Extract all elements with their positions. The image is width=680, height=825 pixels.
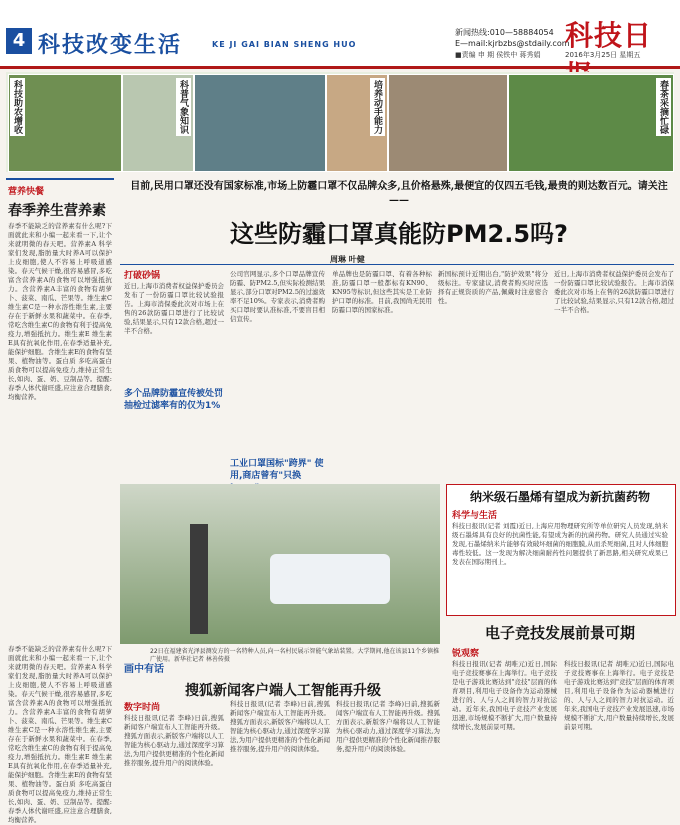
contact-info — [455, 27, 570, 49]
graphene-body: 科技日报讯(记者 刘霞)近日,上海应用物理研究所等单位研究人员发现,纳米级石墨烯具有良好的抗菌性能,有望成为新的抗菌药物。研究人员通过实验发现,石墨烯纳米片能够有效破坏细菌的细胞膜,从而杀死细菌,且对人体细胞毒性较低。这一发现为解决细菌耐药性问题提供了新思路,相关研究成果已发表在国际期刊上。 — [452, 522, 668, 566]
esports-tag: 锐观察 — [452, 649, 480, 659]
issue-date: 2016年3月25日 星期五 — [565, 51, 641, 59]
esports-headline: 电子竞技发展前景可期 — [484, 624, 635, 642]
lead-headline: 这些防霾口罩真能防PM2.5吗? — [230, 220, 568, 248]
pole-shape — [190, 524, 208, 634]
hotline: 新闻热线:010—58884054 — [455, 28, 554, 37]
picture-label: 画中有话 — [124, 664, 164, 675]
lead-col-1: 近日,上海市消费者权益保护委员会发布了一份防霾口罩比较试验报告。上海市消保委此次对市场上在售的26款防霾口罩进行了比较试验,结果显示,只有12款合格,超过一半不合格。 — [124, 282, 224, 335]
email: E—mail:kjrbzbs@stdaily.com — [455, 39, 570, 48]
left-body-continued: 春季不能缺乏的营养素有什么呢?下面就此来和小编一起来看一下,让个来就明微的春天吧。营养素A 科学家们发现,脂肪量大时养A可以保护上皮细胞,使人不容易上呼吸道感染。春天气候干燥,很容易感冒,多吃富含营养素A的食物可以增强抵抗力。含营养素A丰富的食物有胡萝卜、菠菜、南瓜、芒果等。维生素C 维生素C是一种水溶性维生素,主要存在于新鲜水果和蔬菜中。在春季,常吃含维生素C的食物有利于提高免疫力,增强抵抗力。维生素E 维生素E具有抗氧化作用,在春季适量补充,能保护细胞。含维生素E的食物有坚果、植物油等。蛋白质 多吃高蛋白质食物可以提高免疫力,维持正常生长,如肉、蛋、奶、豆制品等。提醒:春季人体代谢旺盛,应注意合理膳食,均衡营养。 — [8, 645, 112, 824]
weather-station-photo — [120, 484, 440, 644]
section-title: 科技改变生活 — [38, 32, 183, 58]
photo-label-1: 科技助农增收 — [10, 78, 25, 136]
photo-tea-market — [388, 74, 508, 172]
photo-strip — [6, 72, 674, 172]
sohu-body-1: 科技日报讯(记者 李峰)日前,搜狐新闻客户端宣布人工智能再升级。搜狐方面表示,新版客户端将以人工智能为核心驱动力,通过深度学习算法,为用户提供更精准的个性化新闻推荐服务,提升用户的阅读体验。 — [124, 714, 224, 767]
photo-classroom — [194, 74, 326, 172]
graphene-headline: 纳米级石墨烯有望成为新抗菌药物 — [469, 490, 650, 504]
lead-subhead: 目前,民用口罩还没有国家标准,市场上防霾口罩不仅品牌众多,且价格悬殊,最便宜的仅四五毛钱,最贵的则达数百元。请关注—— — [130, 181, 668, 206]
esports-body-1: 科技日报讯(记者 胡唯元)近日,国际电子竞技赛事在上海举行。电子竞技是电子游戏比赛达到"竞技"层面的体育项目,利用电子设备作为运动器械进行的、人与人之间的智力对抗运动。近年来,我国电子竞技产业发展迅速,市场规模不断扩大,用户数量持续增长,发展前景可期。 — [452, 660, 557, 731]
lead-quote-2: 工业口罩国标"跨界" 使用,商店曾有"只换 — [230, 459, 324, 481]
lead-col-2: 公司官网显示,多个口罩品牌宣传防霾、防PM2.5,但实际检测结果显示,部分口罩对PM2.5的过滤效率不足10%。专家表示,消费者购买口罩时要认准标准,不要盲目相信宣传。 — [230, 270, 325, 323]
sohu-headline: 搜狐新闻客户端人工智能再升级 — [185, 683, 381, 699]
editors-line: ■责编 申 期 侯铁中 蒋秀娟 — [455, 51, 541, 59]
photo-label-3: 培养动手能力 — [370, 78, 385, 136]
photo-tea-field — [508, 74, 674, 172]
left-title: 春季养生营养素 — [8, 203, 106, 219]
divider — [6, 178, 114, 180]
section-pinyin: KE JI GAI BIAN SHENG HUO — [212, 40, 357, 49]
photo-label-4: 春茶采摘忙碌 — [656, 78, 671, 136]
lead-col-3: 单品牌也是防霾口罩、有着各种标准,防霾口罩一般都标有KN90、KN95等标识,但这些其实是工业防护口罩的标准。目前,我国尚无民用防霾口罩的国家标准。 — [332, 270, 432, 314]
photo-farm — [8, 74, 122, 172]
esports-body-2: 科技日报讯(记者 胡唯元)近日,国际电子竞技赛事在上海举行。电子竞技是电子游戏比赛达到"竞技"层面的体育项目,利用电子设备作为运动器械进行的、人与人之间的智力对抗运动。近年来,我国电子竞技产业发展迅速,市场规模不断扩大,用户数量持续增长,发展前景可期。 — [564, 660, 674, 731]
newspaper-logo: 科技日 — [565, 19, 653, 52]
graphene-tag: 科学与生活 — [452, 511, 498, 521]
lead-tag: 打破砂锅 — [124, 271, 161, 281]
lead-col-5: 近日,上海市消费者权益保护委员会发布了一份防霾口罩比较试验报告。上海市消保委此次对市场上在售的26款防霾口罩进行了比较试验,结果显示,只有12款合格,超过一半不合格。 — [554, 270, 674, 314]
lead-col-4: 新国标预计近期出台,"防护效果"将分级标注。专家建议,消费者购买时应选择有正规资质的产品,佩戴时注意密合性。 — [438, 270, 548, 305]
sohu-tag: 数字时尚 — [124, 703, 161, 713]
sohu-body-2: 科技日报讯(记者 李峰)日前,搜狐新闻客户端宣布人工智能再升级。搜狐方面表示,新版客户端将以人工智能为核心驱动力,通过深度学习算法,为用户提供更精准的个性化新闻推荐服务,提升用户的阅读体验。 — [230, 700, 330, 753]
divider — [120, 264, 674, 265]
car-shape — [270, 554, 390, 604]
lead-byline: 周琳 叶健 — [330, 254, 365, 264]
left-body: 春季不能缺乏的营养素有什么呢?下面就此来和小编一起来看一下,让个来就明微的春天吧。营养素A 科学家们发现,脂肪量大时养A可以保护上皮细胞,使人不容易上呼吸道感染。春天气候干燥,很容易感冒,多吃富含营养素A的食物可以增强抵抗力。含营养素A丰富的食物有胡萝卜、菠菜、南瓜、芒果等。维生素C 维生素C是一种水溶性维生素,主要存在于新鲜水果和蔬菜中。在春季,常吃含维生素C的食物有利于提高免疫力,增强抵抗力。维生素E 维生素E具有抗氧化作用,在春季适量补充,能保护细胞。含维生素E的食物有坚果、植物油等。蛋白质 多吃高蛋白质食物可以提高免疫力,维持正常生长,如肉、蛋、奶、豆制品等。提醒:春季人体代谢旺盛,应注意合理膳食,均衡营养。 — [8, 222, 112, 401]
sohu-body-3: 科技日报讯(记者 李峰)日前,搜狐新闻客户端宣布人工智能再升级。搜狐方面表示,新版客户端将以人工智能为核心驱动力,通过深度学习算法,为用户提供更精准的个性化新闻推荐服务,提升用户的阅读体验。 — [336, 700, 440, 753]
photo-label-2: 科普气象知识 — [176, 78, 191, 136]
lead-quote-1: 多个品牌防霾宣传被处罚 抽检过滤率有的仅为1% — [124, 389, 224, 411]
photo-caption: 22日在福建省光泽县测发方的一名特种人员,向一名村民展示智能气象站装置。大学期间,他在该县11个乡镇推广使用。新华社记者 林善传摄 — [150, 648, 440, 663]
page-number: 4 — [6, 28, 32, 54]
left-tag: 营养快餐 — [8, 187, 45, 197]
